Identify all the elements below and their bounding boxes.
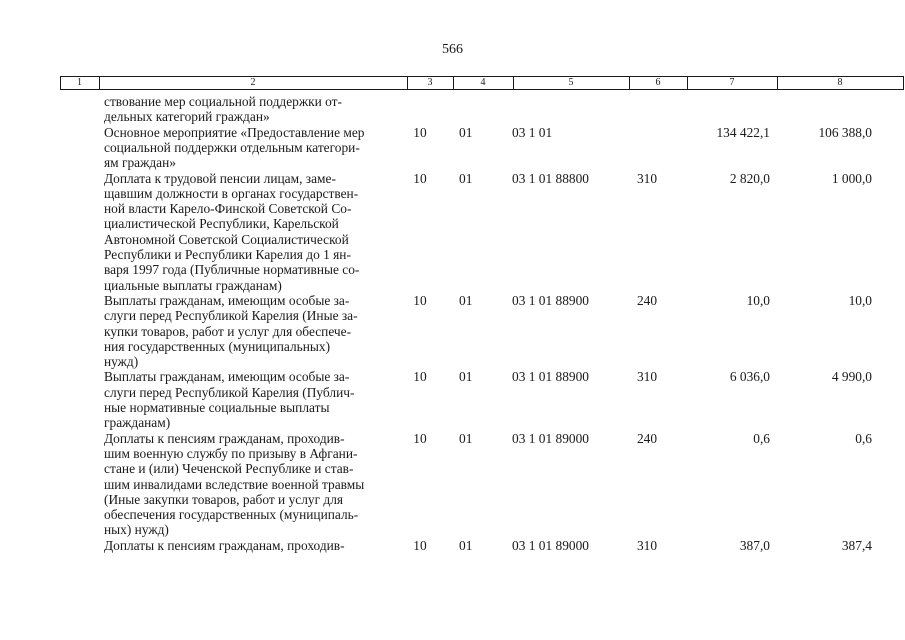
row-description-line: Доплата к трудовой пенсии лицам, заме- — [104, 170, 336, 186]
subsection-code: 01 — [459, 369, 473, 385]
amount-year-2: 0,6 — [855, 430, 872, 446]
expense-type-code: 240 — [636, 430, 658, 446]
subsection-code: 01 — [459, 537, 473, 553]
target-item-code: 03 1 01 88800 — [512, 170, 589, 186]
continuation-text-line: ствование мер социальной поддержки от- — [104, 94, 342, 109]
amount-year-1: 387,0 — [739, 537, 770, 553]
row-description-line: гражданам) — [104, 415, 171, 431]
row-description-line: шим военную службу по призыву в Афгани- — [104, 445, 358, 461]
amount-year-1: 134 422,1 — [716, 124, 770, 140]
column-number-header — [60, 76, 904, 89]
section-code: 10 — [413, 124, 427, 140]
row-description-line: слуги перед Республикой Карелия (Иные за- — [104, 308, 358, 324]
row-description-line: циалистической Республики, Карельской — [104, 216, 339, 232]
target-item-code: 03 1 01 88900 — [512, 369, 589, 385]
row-description-line: шим инвалидами вследствие военной травмы — [104, 476, 365, 492]
row-description-line: щавшим должности в органах государствен- — [104, 185, 359, 201]
section-code: 10 — [413, 369, 427, 385]
section-code: 10 — [413, 430, 427, 446]
row-description-line: ям граждан» — [104, 155, 176, 171]
expense-type-code: 310 — [636, 369, 658, 385]
column-number: 3 — [427, 77, 433, 88]
column-number: 1 — [77, 77, 82, 88]
header-divider — [903, 76, 904, 89]
row-description-line: обеспечения государственных (муниципаль- — [104, 507, 359, 523]
subsection-code: 01 — [459, 124, 473, 140]
row-description-line: стане и (или) Чеченской Республике и став- — [104, 461, 354, 477]
section-code: 10 — [413, 170, 427, 186]
target-item-code: 03 1 01 — [512, 124, 553, 140]
amount-year-1: 10,0 — [746, 292, 770, 308]
row-description-line: ных) нужд) — [104, 522, 169, 538]
column-number: 5 — [568, 77, 574, 88]
amount-year-2: 387,4 — [841, 537, 872, 553]
amount-year-2: 1 000,0 — [831, 170, 872, 186]
row-description-line: Республики и Республики Карелия до 1 ян- — [104, 247, 351, 262]
column-number: 6 — [655, 77, 661, 88]
row-description-line: Доплаты к пенсиям гражданам, проходив- — [104, 537, 345, 553]
section-code: 10 — [413, 537, 427, 553]
row-description-line: ные нормативные социальные выплаты — [104, 400, 330, 415]
row-description-line: Выплаты гражданам, имеющим особые за- — [104, 369, 350, 385]
row-description-line: циальные выплаты гражданам) — [104, 277, 282, 293]
subsection-code: 01 — [459, 170, 473, 186]
amount-year-2: 10,0 — [848, 292, 872, 308]
subsection-code: 01 — [459, 292, 473, 308]
page-number: 566 — [442, 42, 463, 57]
amount-year-1: 6 036,0 — [729, 369, 770, 385]
target-item-code: 03 1 01 89000 — [512, 430, 589, 446]
row-description-line: Автономной Советской Социалистической — [104, 231, 349, 247]
column-number: 8 — [837, 77, 843, 88]
amount-year-2: 106 388,0 — [818, 124, 872, 140]
expense-type-code: 310 — [636, 170, 658, 186]
row-description-line: купки товаров, работ и услуг для обеспече- — [104, 323, 352, 339]
row-description-line: социальной поддержки отдельным категори- — [104, 139, 360, 155]
row-description-line: нужд) — [104, 354, 139, 370]
amount-year-1: 0,6 — [753, 430, 770, 446]
column-number: 4 — [480, 77, 486, 88]
expense-type-code: 240 — [636, 292, 658, 308]
row-description-line: Выплаты гражданам, имеющим особые за- — [104, 292, 350, 308]
row-description-line: ния государственных (муниципальных) — [104, 338, 331, 354]
column-number: 2 — [250, 77, 256, 88]
amount-year-1: 2 820,0 — [729, 170, 770, 186]
target-item-code: 03 1 01 89000 — [512, 537, 589, 553]
row-description-line: Доплаты к пенсиям гражданам, проходив- — [104, 430, 345, 446]
row-description-line: (Иные закупки товаров, работ и услуг для — [104, 491, 344, 507]
continuation-text-line: дельных категорий граждан» — [104, 109, 270, 125]
section-code: 10 — [413, 292, 427, 308]
expense-type-code: 310 — [636, 537, 658, 553]
amount-year-2: 4 990,0 — [831, 369, 872, 385]
row-description-line: слуги перед Республикой Карелия (Публич- — [104, 384, 355, 400]
row-description-line: варя 1997 года (Публичные нормативные со- — [104, 262, 360, 278]
subsection-code: 01 — [459, 430, 473, 446]
target-item-code: 03 1 01 88900 — [512, 292, 589, 308]
column-number: 7 — [729, 77, 735, 88]
row-description-line: Основное мероприятие «Предоставление мер — [104, 124, 365, 140]
row-description-line: ной власти Карело-Финской Советской Со- — [104, 201, 352, 217]
